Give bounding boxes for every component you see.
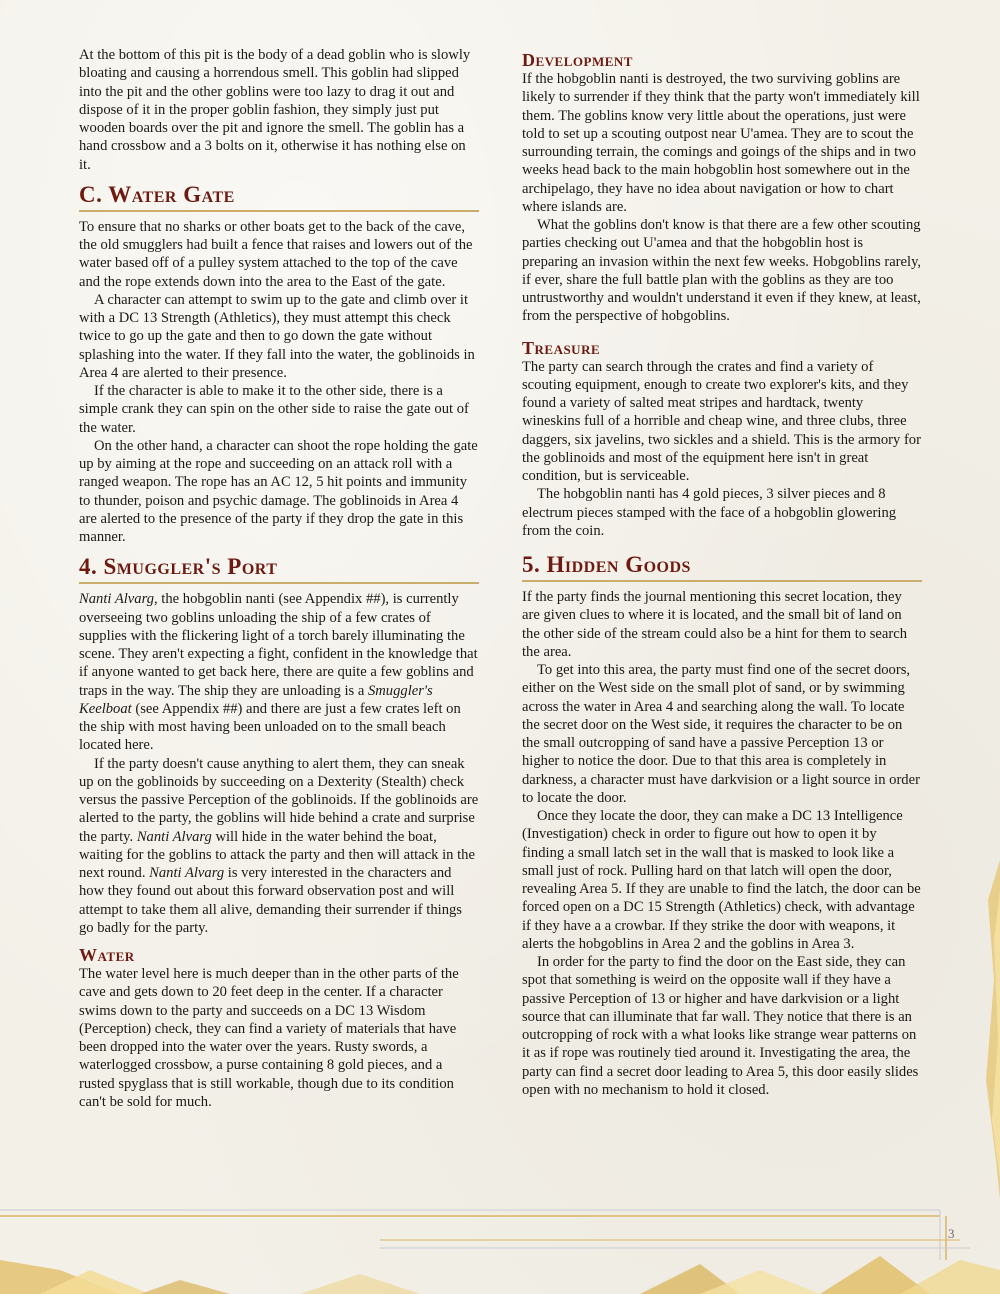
water-gate-paragraph-3: If the character is able to make it to the other side, there is a simple crank they can spin on the other side to raise the gate out of the water. <box>79 383 469 436</box>
heading-hidden-goods: 5. Hidden Goods <box>522 552 922 582</box>
heading-water-gate: C. Water Gate <box>79 182 479 212</box>
intro-paragraph: At the bottom of this pit is the body of a dead goblin who is slowly bloating and causing a horrendous smell. This goblin had slipped into the pit and the other goblins were too lazy to drag it out and dispose of it in the proper goblin fashion, they simply just put wooden boards over the pit and ignore the smell. The goblin has a hand crossbow and a 3 bolts on it, otherwise it has nothing else on it. <box>79 47 471 173</box>
hidden-goods-paragraph-3: Once they locate the door, they can make a DC 13 Intelligence (Investigation) check in order to figure out how to open it by finding a small latch set in the wall that is masked to look like a small just of rock. Pulling hard on that latch will open the door, revealing Area 5. If they are unable to find the latch, the door can be forced open on a DC 15 Strength (Athletics) check, with advantage if they have a a crowbar. If they strike the door with weapons, it alerts the hobgoblins in Area 2 and the goblins in Area 3. <box>522 808 921 952</box>
hidden-goods-paragraph-1: If the party finds the journal mentioning this secret location, they are given clues to where it is located, and the small bit of land on the other side of the stream could also be a hint for them to search the area. <box>522 589 907 660</box>
heading-treasure: Treasure <box>522 337 601 358</box>
left-column <box>79 46 479 1111</box>
page-number: 3 <box>948 1226 955 1241</box>
heading-water: Water <box>79 945 135 965</box>
water-gate-paragraph-1: To ensure that no sharks or other boats get to the back of the cave, the old smugglers had built a fence that raises and lowers out of the water based off of a pulley system attached to the top of the cave and the rope extends down into the area to the East of the gate. <box>79 218 473 290</box>
footer-ornament <box>0 1200 1000 1294</box>
hidden-goods-paragraph-2: To get into this area, the party must find one of the secret doors, either on the West side on the small plot of sand, or by swimming across the water in Area 4 and searching along the wall. To locate the secret door on the West side, it requires the character to be on the small outcropping of sand have a passive Perception 13 or higher to notice the door. Due to that this area is completely in darkness, a character must have darkvision or a light source in order to locate the door. <box>522 662 920 806</box>
smugglers-port-paragraph-1 <box>79 590 479 754</box>
heading-development: Development <box>522 50 633 70</box>
hidden-goods-paragraph-4: In order for the party to find the door on the East side, they can spot that something is weird on the opposite wall if they have a passive Perception of 13 or higher and have darkvision or a light source that can illuminate that far wall. They notice that there is an outcropping of rock with a what looks like strange wear patterns on it as if rope was routinely tied around it. Investigating the area, the party can find a secret door leading to Area 5, this door easily slides open with no mechanism to hold it closed. <box>522 954 919 1098</box>
treasure-paragraph-1: The party can search through the crates and find a variety of scouting equipment, enough to create two explorer's kits, and they found a variety of salted meat stripes and hardtack, twenty wineskins full of a horrible and cheap wine, and three clubs, three daggers, six javelins, two sickles and a shield. This is the armory for the goblinoids and most of the equipment here isn't in great condition, but is serviceable. <box>522 358 921 484</box>
ship-name: Smuggler's Keelboat <box>79 682 433 717</box>
text-span: is very interested in the characters and how they found out about this forward observation post and will attempt to take them all alive, demanding their surrender if things go badly for the party. <box>79 865 462 936</box>
text-span: (see Appendix ##) and there are just a few crates left on the ship with most having been unloaded on to the small beach located here. <box>79 700 461 754</box>
water-gate-paragraph-4: On the other hand, a character can shoot the rope holding the gate up by aiming at the rope and succeeding on an attack roll with a ranged weapon. The rope has an AC 12, 5 hit points and immunity to thunder, poison and psychic damage. The goblinoids in Area 4 are alerted to the presence of the party if they drop the gate in this manner. <box>79 437 478 545</box>
text-span: will hide in the water behind the boat, waiting for the goblins to attack the party and then will attack in the next round. <box>79 828 475 881</box>
treasure-paragraph-2: The hobgoblin nanti has 4 gold pieces, 3 silver pieces and 8 electrum pieces stamped with the face of a hobgoblin glowering from the coin. <box>522 486 897 539</box>
text-span: If the party doesn't cause anything to alert them, they can sneak up on the goblinoids by succeeding on a Dexterity (Stealth) check versus the passive Perception of the goblinoids. If the goblinoids are alerted to the party, the goblins will hide behind a crate and surprise the party. <box>79 755 479 845</box>
development-paragraph-1: If the hobgoblin nanti is destroyed, the two surviving goblins are likely to surrender if they think that the party won't immediately kill them. The goblins know very little about the operations, just were told to set up a scouting outpost near U'amea. They are to scout the surrounding terrain, the comings and goings of the ships and in two weeks head back to the main hobgoblin host somewhere out in the archipelago, they have no idea about navigation or how to chart where islands are. <box>522 71 920 215</box>
water-gate-paragraph-2: A character can attempt to swim up to the gate and climb over it with a DC 13 Strength (Athletics), they must attempt this check twice to go up the gate and then to go down the gate without splashing into the water. If they fall into the water, the goblinoids in Area 4 are alerted to their presence. <box>79 291 475 381</box>
npc-name: Nanti Alvarg <box>149 865 225 881</box>
npc-name: Nanti Alvarg <box>79 591 154 608</box>
heading-smugglers-port: 4. Smuggler's Port <box>79 554 479 584</box>
water-paragraph-1: The water level here is much deeper than in the other parts of the cave and gets down to 20 feet deep in the center. If a character swims down to the party and succeeds on a DC 13 Wisdom (Perception) check, they can find a variety of materials that have been dropped into the water over the years. Rusty swords, a waterlogged crossbow, a purse containing 8 gold pieces, and a rusted spyglass that is still workable, though due to its condition can't be sold for much. <box>79 966 459 1110</box>
smugglers-port-paragraph-2 <box>79 755 479 938</box>
text-span: , the hobgoblin nanti (see Appendix ##), is currently overseeing two goblins unloading the ship of a few crates of supplies with the flickering light of a torch barely illuminating the scene. They aren't expecting a fight, confident in the knowledge that if anyone wanted to get back here, there are quite a few goblins and traps in the way. The ship they are unloading is a <box>79 591 478 699</box>
development-paragraph-2: What the goblins don't know is that there are a few other scouting parties checking out U'amea and that the hobgoblin host is preparing an invasion within the next few weeks. Hobgoblins rarely, if ever, share the full battle plan with the goblins as they are too untrustworthy and wouldn't understand it even if they knew, at least, from the perspective of hobgoblins. <box>522 217 922 325</box>
side-ornament <box>960 860 1000 1200</box>
right-column <box>522 46 922 1099</box>
npc-name: Nanti Alvarg <box>136 828 212 845</box>
